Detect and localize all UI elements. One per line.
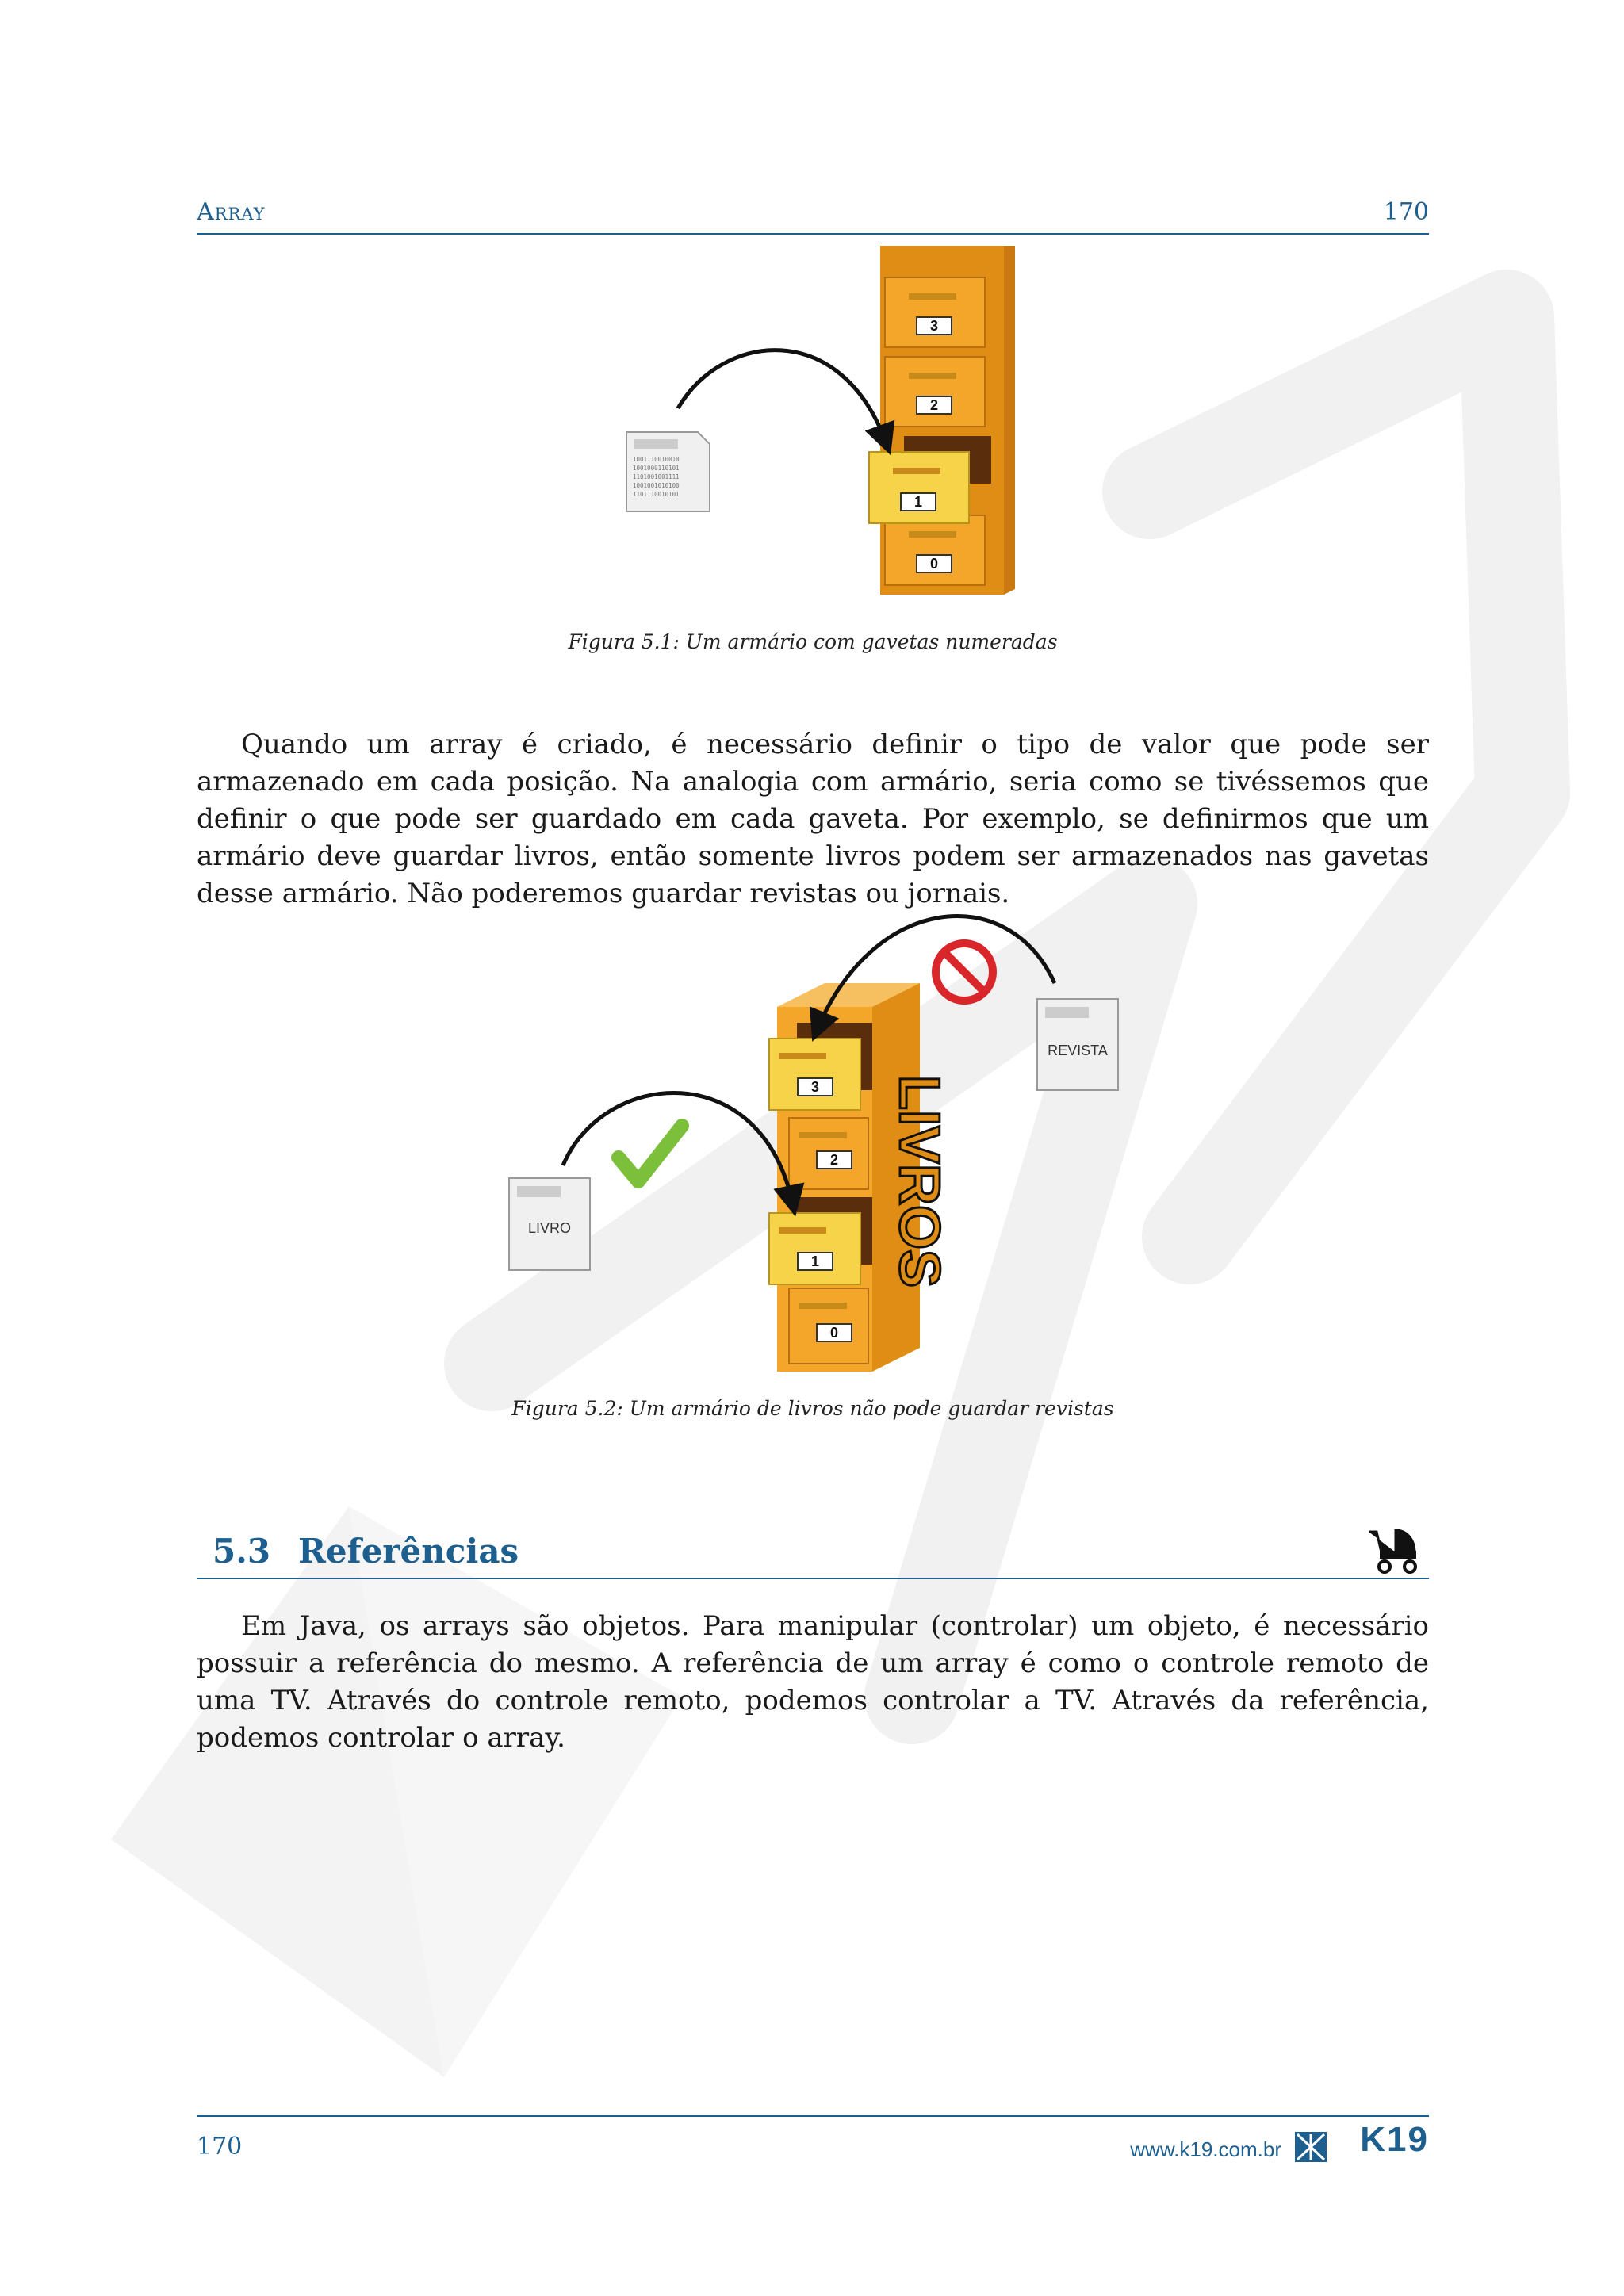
section-title: Referências xyxy=(298,1532,519,1571)
books-drawer-label-1: 1 xyxy=(810,1253,820,1269)
footer-url[interactable]: www.k19.com.br xyxy=(1130,2137,1281,2161)
paragraph-2: Em Java, os arrays são objetos. Para manipular (controlar) um objeto, é necessário possuir a referência do mesmo. A referência de um array é como o controle remoto de uma TV. Através do controle remoto, podemos controlar a TV. Através da referência, podemos controlar o array. xyxy=(197,1610,1429,1754)
running-head-title: Array xyxy=(197,198,266,226)
svg-text:LIVRO: LIVRO xyxy=(527,1220,572,1236)
accepted-arrow xyxy=(563,1093,793,1205)
paragraph-1: Quando um array é criado, é necessário definir o tipo de valor que pode ser armazenado em cada posição. Na analogia com armário, seria como se tivéssemos que definir o que pode ser guardado em cada gaveta. Por exemplo, se definirmos que um armário deve guardar livros, então somente livros podem ser armazenados nas gavetas desse armário. Não poderemos guardar revistas ou jornais. xyxy=(197,729,1429,909)
cabinet-books-label: LIVROS xyxy=(887,1074,951,1288)
svg-text:1001000110101: 1001000110101 xyxy=(633,465,680,472)
k19-logo-icon xyxy=(1294,2131,1327,2163)
book-document-icon xyxy=(509,1178,590,1270)
figure-1-caption: Figura 5.1: Um armário com gavetas numeradas xyxy=(568,630,1058,653)
section-heading xyxy=(197,1524,1429,1579)
footer-logo-text: K19 xyxy=(1360,2120,1429,2159)
figure-cabinet-books xyxy=(492,896,1126,1380)
insert-arrow xyxy=(678,350,887,444)
svg-text:1001001010100: 1001001010100 xyxy=(633,482,680,489)
footer-page-number: 170 xyxy=(197,2133,243,2160)
section-number: 5.3 xyxy=(213,1532,271,1571)
check-icon xyxy=(619,1126,682,1181)
prohibited-icon xyxy=(936,943,993,1001)
svg-text:1101110010101: 1101110010101 xyxy=(633,491,680,498)
magazine-document-icon xyxy=(1037,999,1118,1090)
books-drawer-label-2: 2 xyxy=(829,1152,839,1168)
svg-text:REVISTA: REVISTA xyxy=(1048,1043,1108,1058)
drawer-label-3: 3 xyxy=(929,318,939,334)
baby-carriage-icon xyxy=(1362,1525,1421,1575)
running-head-page: 170 xyxy=(1383,198,1429,226)
footer xyxy=(197,2115,1429,2180)
svg-text:1101001001111: 1101001001111 xyxy=(633,473,680,480)
drawer-label-2: 2 xyxy=(929,397,939,413)
svg-text:1001110010010: 1001110010010 xyxy=(633,456,680,463)
books-drawer-label-0: 0 xyxy=(829,1325,839,1341)
drawer-label-1: 1 xyxy=(914,494,923,510)
drawer-label-0: 0 xyxy=(929,556,939,572)
running-head xyxy=(197,198,1429,235)
figure-cabinet-numbered xyxy=(603,246,1015,610)
figure-2-caption: Figura 5.2: Um armário de livros não pode guardar revistas xyxy=(511,1397,1114,1420)
books-drawer-label-3: 3 xyxy=(810,1079,820,1095)
binary-document-icon xyxy=(626,432,710,511)
